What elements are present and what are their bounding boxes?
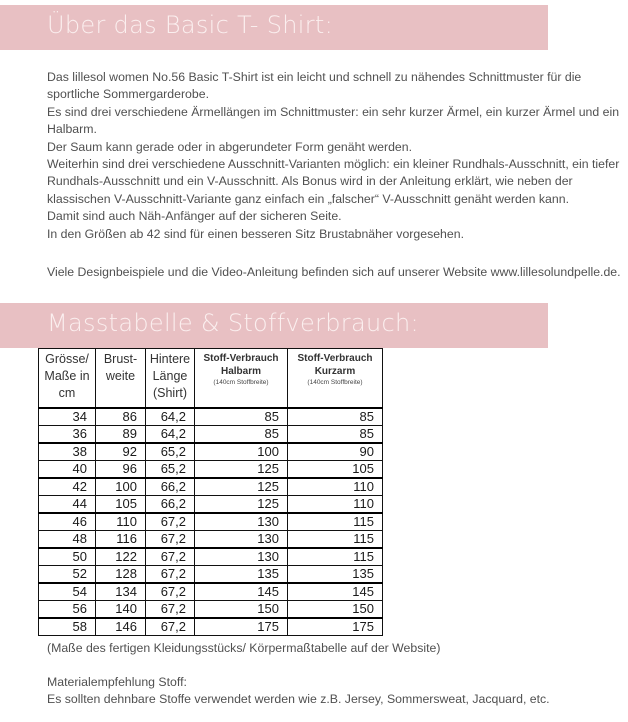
cell-back-length: 67,2: [146, 531, 195, 549]
table-note: (Maße des fertigen Kleidungsstücks/ Körpermaßtabelle auf der Website): [47, 641, 441, 655]
intro-line: Das lillesol women No.56 Basic T-Shirt ist ein leicht und schnell zu nähendes Schnittmuster für die sportliche Sommergarderobe.: [47, 70, 582, 102]
table-row: [39, 531, 383, 549]
intro-line: Damit sind auch Näh-Anfänger auf der sicheren Seite.: [47, 209, 342, 224]
intro-line: Es sind drei verschiedene Ärmellängen im Schnittmuster: ein sehr kurzer Ärmel, ein kurzer Ärmel und ein Halbarm.: [47, 104, 620, 137]
cell-size: 56: [39, 601, 96, 619]
cell-size: 48: [39, 531, 96, 549]
cell-fabric-kurzarm: 145: [288, 583, 383, 601]
cell-size: 44: [39, 496, 96, 514]
cell-size: 46: [39, 513, 96, 531]
cell-fabric-halbarm: 125: [195, 478, 288, 496]
cell-size: 54: [39, 583, 96, 601]
cell-fabric-kurzarm: 110: [288, 478, 383, 496]
table-row: [39, 461, 383, 479]
size-table: [38, 348, 383, 636]
cell-size: 42: [39, 478, 96, 496]
cell-back-length: 66,2: [146, 478, 195, 496]
header-fabric-kurzarm-sub: (140cm Stoffbreite): [307, 379, 363, 386]
cell-fabric-halbarm: 150: [195, 601, 288, 619]
about-section-banner: [0, 5, 548, 50]
header-fabric-halbarm: Stoff-Verbrauch Halbarm (140cm Stoffbreite): [195, 349, 288, 409]
table-row: [39, 583, 383, 601]
cell-fabric-kurzarm: 110: [288, 496, 383, 514]
cell-size: 52: [39, 566, 96, 584]
cell-back-length: 64,2: [146, 408, 195, 426]
cell-bust: 140: [96, 601, 146, 619]
cell-size: 50: [39, 548, 96, 566]
table-row: [39, 408, 383, 426]
cell-size: 34: [39, 408, 96, 426]
table-row: [39, 566, 383, 584]
cell-size: 36: [39, 426, 96, 444]
cell-bust: 105: [96, 496, 146, 514]
header-fabric-kurzarm: Stoff-Verbrauch Kurzarm (140cm Stoffbreite): [288, 349, 383, 409]
cell-fabric-halbarm: 130: [195, 531, 288, 549]
table-row: [39, 426, 383, 444]
cell-fabric-kurzarm: 135: [288, 566, 383, 584]
table-row: [39, 618, 383, 636]
cell-fabric-halbarm: 130: [195, 513, 288, 531]
cell-fabric-halbarm: 125: [195, 496, 288, 514]
cell-fabric-kurzarm: 90: [288, 443, 383, 461]
cell-back-length: 67,2: [146, 513, 195, 531]
cell-back-length: 67,2: [146, 548, 195, 566]
cell-fabric-kurzarm: 115: [288, 513, 383, 531]
cell-fabric-halbarm: 130: [195, 548, 288, 566]
cell-size: 58: [39, 618, 96, 636]
table-row: [39, 496, 383, 514]
table-row: [39, 443, 383, 461]
cell-back-length: 64,2: [146, 426, 195, 444]
cell-fabric-kurzarm: 150: [288, 601, 383, 619]
cell-bust: 116: [96, 531, 146, 549]
cell-fabric-halbarm: 125: [195, 461, 288, 479]
header-bust: Brust-weite: [96, 349, 146, 409]
about-section-title: Über das Basic T- Shirt:: [47, 11, 333, 39]
header-back-length: Hintere Länge (Shirt): [146, 349, 195, 409]
cell-bust: 110: [96, 513, 146, 531]
cell-bust: 92: [96, 443, 146, 461]
table-row: [39, 601, 383, 619]
cell-fabric-kurzarm: 115: [288, 531, 383, 549]
cell-bust: 134: [96, 583, 146, 601]
website-text: Viele Designbeispiele und die Video-Anleitung befinden sich auf unserer Website www.lillesolundpelle.de.: [47, 265, 621, 279]
cell-fabric-halbarm: 100: [195, 443, 288, 461]
header-fabric-halbarm-sub: (140cm Stoffbreite): [213, 379, 269, 386]
cell-bust: 146: [96, 618, 146, 636]
table-row: [39, 513, 383, 531]
cell-fabric-kurzarm: 175: [288, 618, 383, 636]
cell-bust: 86: [96, 408, 146, 426]
cell-fabric-halbarm: 145: [195, 583, 288, 601]
cell-fabric-halbarm: 85: [195, 426, 288, 444]
cell-fabric-halbarm: 85: [195, 408, 288, 426]
cell-bust: 96: [96, 461, 146, 479]
cell-fabric-kurzarm: 85: [288, 426, 383, 444]
cell-fabric-halbarm: 175: [195, 618, 288, 636]
cell-size: 40: [39, 461, 96, 479]
table-row: [39, 548, 383, 566]
header-size: Grösse/ Maße in cm: [39, 349, 96, 409]
material-text: Es sollten dehnbare Stoffe verwendet werden wie z.B. Jersey, Sommersweat, Jacquard, etc.: [47, 692, 550, 706]
cell-back-length: 67,2: [146, 583, 195, 601]
cell-back-length: 65,2: [146, 443, 195, 461]
material-heading: Materialempfehlung Stoff:: [47, 675, 187, 689]
cell-size: 38: [39, 443, 96, 461]
table-section-title: Masstabelle & Stoffverbrauch:: [47, 309, 419, 337]
cell-back-length: 67,2: [146, 618, 195, 636]
cell-fabric-kurzarm: 105: [288, 461, 383, 479]
intro-text: [47, 69, 622, 243]
intro-line: Weiterhin sind drei verschiedene Ausschnitt-Varianten möglich: ein kleiner Rundhals-Ausschnitt, ein tiefer Rundhals-Ausschnitt und ein V-Ausschnitt. Als Bonus wird in der Anleitung erklärt, wie neben der klassischen V-Ausschnitt-Variante ganz einfach ein „falscher“ V-Ausschnitt genäht werden kann.: [47, 157, 620, 206]
cell-bust: 128: [96, 566, 146, 584]
table-row: [39, 478, 383, 496]
cell-fabric-halbarm: 135: [195, 566, 288, 584]
table-section-banner: [0, 303, 548, 348]
cell-back-length: 66,2: [146, 496, 195, 514]
cell-bust: 122: [96, 548, 146, 566]
cell-back-length: 65,2: [146, 461, 195, 479]
cell-back-length: 67,2: [146, 601, 195, 619]
cell-fabric-kurzarm: 85: [288, 408, 383, 426]
cell-bust: 89: [96, 426, 146, 444]
cell-back-length: 67,2: [146, 566, 195, 584]
cell-bust: 100: [96, 478, 146, 496]
cell-fabric-kurzarm: 115: [288, 548, 383, 566]
intro-line: In den Größen ab 42 sind für einen besseren Sitz Brustabnäher vorgesehen.: [47, 226, 464, 241]
intro-line: Der Saum kann gerade oder in abgerundeter Form genäht werden.: [47, 139, 413, 154]
table-header-row: [39, 349, 383, 409]
